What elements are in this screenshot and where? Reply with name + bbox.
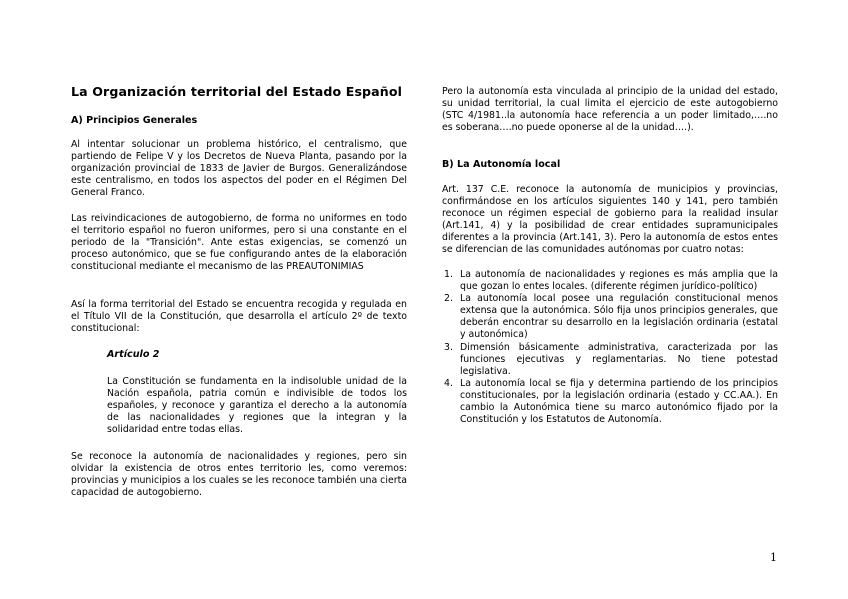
paragraph-centralismo: Al intentar solucionar un problema histórico, el centralismo, que partiendo de Felipe V y los Decretos de Nueva Planta, pasando por la organización provincial de 1833 de Javier de Burgos. Generalizándose este centralismo, en todos los aspectos del poder en el Régimen Del General Franco. (71, 139, 407, 199)
list-item-text: La autonomía de nacionalidades y regiones es más amplia que la que gozan lo entes locales. (diferente régimen jurídico-político) (460, 269, 778, 293)
heading-principios-generales: A) Principios Generales (71, 115, 198, 126)
page-number: 1 (770, 551, 777, 564)
paragraph-reconocimiento: Se reconoce la autonomía de nacionalidades y regiones, pero sin olvidar la existencia de otros entes territorio les, como veremos: provincias y municipios a los cuales se les reconoce también una cierta capacidad de autogobierno. (71, 451, 407, 499)
article-2-quote: La Constitución se fundamenta en la indisoluble unidad de la Nación española, patria común e indivisible de todos los españoles, y reconoce y garantiza el derecho a la autonomía de las nacionalidades y regiones que la integran y la solidaridad entre todas ellas. (107, 376, 407, 436)
list-item (442, 269, 778, 293)
paragraph-forma-territorial: Así la forma territorial del Estado se encuentra recogida y regulada en el Título VII de la Constitución, que desarrolla el artículo 2º de texto constitucional: (71, 299, 407, 335)
article-2-title: Artículo 2 (107, 349, 160, 360)
paragraph-unidad-estado: Pero la autonomía esta vinculada al principio de la unidad del estado, su unidad territorial, la cual limita el ejercicio de este autogobierno (STC 4/1981..la autonomía hace referencia a un poder limitado,….no es soberana….no puede oponerse al de la unidad….). (442, 86, 778, 134)
list-item (442, 378, 778, 426)
heading-autonomia-local: B) La Autonomía local (442, 159, 561, 170)
list-item-number: 4. (444, 377, 453, 389)
list-item (442, 293, 778, 341)
paragraph-reivindicaciones: Las reivindicaciones de autogobierno, de forma no uniformes en todo el territorio español no fueron uniformes, pero si una constante en el periodo de la "Transición". Ante estas exigencias, se comenzó un proceso autonómico, que se fue configurando antes de la elaboración constitucional mediante el mecanismo de las PREAUTONIMIAS (71, 213, 407, 273)
paragraph-art-137: Art. 137 C.E. reconoce la autonomía de municipios y provincias, confirmándose en los artículos siguientes 140 y 141, pero también reconoce un régimen especial de gobierno para la realidad insular (Art.141, 4) y la posibilidad de crear entidades supramunicipales diferentes a la provincia (Art.141, 3). Pero la autonomía de estos entes se diferencian de las comunidades autónomas por cuatro notas: (442, 184, 778, 256)
list-item-text: La autonomía local se fija y determina partiendo de los principios constitucionales, por la legislación ordinaria (estado y CC.AA.). En cambio la Autonómica tiene su marco autonómico fijado por la Constitución y los Estatutos de Autonomía. (460, 377, 778, 426)
list-item-text: La autonomía local posee una regulación constitucional menos extensa que la autonómica. Sólo fija unos principios generales, que deberán encontrar su desarrollo en la legislación ordinaria (estatal y autonómica) (460, 293, 778, 341)
list-item-number: 3. (444, 341, 453, 353)
list-item-number: 2. (444, 293, 453, 305)
notes-list (442, 269, 778, 426)
list-item-number: 1. (444, 269, 453, 280)
list-item (442, 342, 778, 378)
document-title: La Organización territorial del Estado Español (71, 84, 403, 99)
list-item-text: Dimensión básicamente administrativa, caracterizada por las funciones ejecutivas y reglamentarias. No tiene potestad legislativa. (460, 341, 778, 377)
